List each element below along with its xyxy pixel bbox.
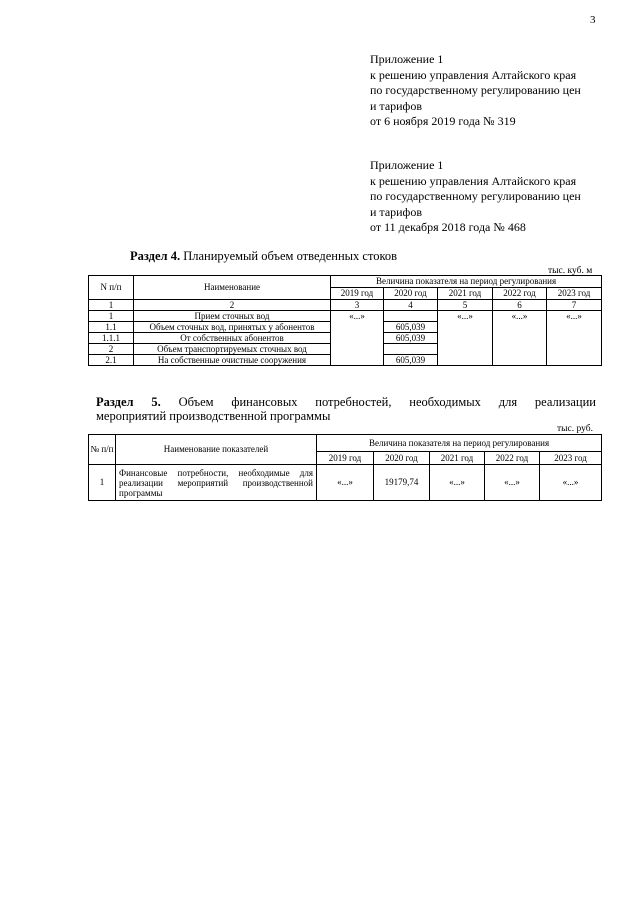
header-num: № п/п: [89, 435, 116, 465]
section5-unit: тыс. руб.: [557, 424, 593, 434]
index-cell: 1: [89, 300, 134, 311]
value-2020: 605,039: [384, 322, 438, 333]
index-row: [89, 300, 602, 311]
appendix-line: от 6 ноября 2019 года № 319: [370, 114, 516, 128]
value-2022: «...»: [485, 465, 540, 501]
index-cell: 6: [493, 300, 547, 311]
appendix-line: и тарифов: [370, 98, 423, 113]
index-cell: 5: [438, 300, 493, 311]
header-year: 2020 год: [374, 452, 430, 465]
row-num: 1.1.1: [89, 333, 134, 344]
index-cell: 4: [384, 300, 438, 311]
header-year: 2021 год: [430, 452, 485, 465]
row-num: 2.1: [89, 355, 134, 366]
section4-unit: тыс. куб. м: [548, 266, 593, 276]
value-2019: «...»: [317, 465, 374, 501]
value-2020: 19179,74: [374, 465, 430, 501]
appendix-line: по государственному регулированию цен: [370, 189, 581, 203]
row-name: Финансовые потребности, необходимые для реализации мероприятий производственной программы: [116, 465, 317, 501]
appendix-line: от 11 декабря 2018 года № 468: [370, 220, 526, 234]
header-year: 2020 год: [384, 288, 438, 300]
appendix-block-original: [370, 158, 630, 236]
appendix-block-current: [370, 52, 630, 130]
header-name: Наименование: [134, 276, 331, 300]
section4-table: [88, 275, 602, 366]
value-2020: 605,039: [384, 333, 438, 344]
appendix-line: Приложение 1: [370, 52, 444, 66]
header-year: 2021 год: [438, 288, 493, 300]
table-row: [89, 311, 602, 322]
header-year: 2019 год: [331, 288, 384, 300]
section5-title-line1: [96, 395, 596, 409]
row-name: На собственные очистные сооружения: [134, 355, 331, 366]
value-2021: «...»: [430, 465, 485, 501]
appendix-line: по государственному регулированию цен: [370, 83, 581, 97]
section5-title: [96, 395, 596, 423]
section4-title: [130, 249, 397, 264]
row-name: От собственных абонентов: [134, 333, 331, 344]
header-year: 2023 год: [547, 288, 602, 300]
row-num: 1.1: [89, 322, 134, 333]
value-2022: «...»: [493, 311, 547, 366]
row-name: Прием сточных вод: [134, 311, 331, 322]
header-year: 2022 год: [485, 452, 540, 465]
section4-title-bold: Раздел 4.: [130, 249, 181, 263]
value-2020: [384, 344, 438, 355]
row-name: Объем транспортируемых сточных вод: [134, 344, 331, 355]
header-period-group: Величина показателя на период регулирования: [317, 435, 602, 452]
appendix-line: к решению управления Алтайского края: [370, 67, 577, 82]
index-cell: 7: [547, 300, 602, 311]
value-2020: 605,039: [384, 355, 438, 366]
page-number: 3: [590, 14, 596, 26]
row-num: 2: [89, 344, 134, 355]
header-name: Наименование показателей: [116, 435, 317, 465]
row-num: 1: [89, 465, 116, 501]
section4-title-text: Планируемый объем отведенных стоков: [180, 249, 398, 263]
section5-table: [88, 434, 602, 501]
row-num: 1: [89, 311, 134, 322]
header-num: N п/п: [89, 276, 134, 300]
header-year: 2023 год: [540, 452, 602, 465]
header-year: 2019 год: [317, 452, 374, 465]
table-row: [89, 465, 602, 501]
appendix-line: Приложение 1: [370, 158, 444, 172]
appendix-line: и тарифов: [370, 204, 423, 219]
value-2023: «...»: [547, 311, 602, 366]
value-2020: [384, 311, 438, 322]
section5-title-text: Объем финансовых потребностей, необходимых для реализации: [160, 395, 596, 409]
header-period-group: Величина показателя на период регулирования: [331, 276, 602, 288]
value-2023: «...»: [540, 465, 602, 501]
appendix-line: к решению управления Алтайского края: [370, 173, 577, 188]
index-cell: 3: [331, 300, 384, 311]
value-2021: «...»: [438, 311, 493, 366]
section5-title-line2: мероприятий производственной программы: [96, 409, 331, 423]
header-year: 2022 год: [493, 288, 547, 300]
section5-title-bold: Раздел 5.: [96, 395, 161, 409]
row-name: Объем сточных вод, принятых у абонентов: [134, 322, 331, 333]
value-2019: «...»: [331, 311, 384, 366]
index-cell: 2: [134, 300, 331, 311]
